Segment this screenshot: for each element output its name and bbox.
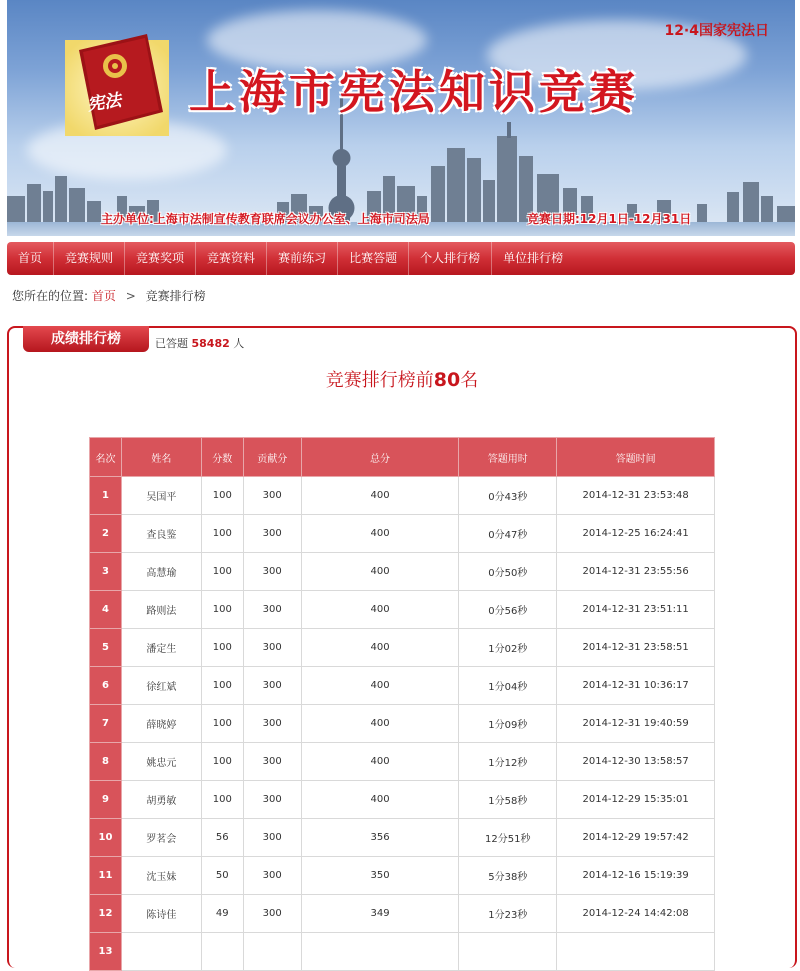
table-row	[90, 477, 715, 515]
answer-time-cell	[557, 933, 715, 971]
rank-cell: 12	[90, 895, 122, 933]
total-cell: 400	[301, 515, 459, 553]
total-cell: 350	[301, 857, 459, 895]
table-row	[90, 553, 715, 591]
table-row	[90, 895, 715, 933]
answer-time-cell: 2014-12-16 15:19:39	[557, 857, 715, 895]
nav-item-practice[interactable]: 赛前练习	[267, 242, 338, 275]
table-header-row	[90, 438, 715, 477]
name-cell: 高慧瑜	[121, 553, 201, 591]
time-used-cell: 0分50秒	[459, 553, 557, 591]
contribution-cell: 300	[243, 705, 301, 743]
name-cell: 罗茗会	[121, 819, 201, 857]
main-nav	[7, 242, 795, 275]
table-row	[90, 515, 715, 553]
score-cell: 100	[201, 629, 243, 667]
table-row	[90, 781, 715, 819]
score-cell: 100	[201, 591, 243, 629]
header-contribution: 贡献分	[243, 438, 301, 477]
breadcrumb-home-link[interactable]: 首页	[91, 289, 116, 303]
nav-item-home[interactable]: 首页	[7, 242, 54, 275]
ranking-table	[89, 437, 715, 971]
score-cell: 100	[201, 553, 243, 591]
answer-time-cell: 2014-12-31 23:58:51	[557, 629, 715, 667]
score-cell: 50	[201, 857, 243, 895]
name-cell: 姚忠元	[121, 743, 201, 781]
contribution-cell: 300	[243, 515, 301, 553]
answered-count: 58482	[191, 337, 230, 350]
table-row	[90, 667, 715, 705]
name-cell: 薛晓婷	[121, 705, 201, 743]
table-row	[90, 629, 715, 667]
breadcrumb-current: 竞赛排行榜	[145, 289, 206, 303]
total-cell: 400	[301, 705, 459, 743]
nav-item-unit-ranking[interactable]: 单位排行榜	[503, 251, 564, 265]
ranking-title-suffix: 名	[460, 370, 479, 391]
breadcrumb	[12, 287, 206, 304]
ranking-title-number: 80	[433, 369, 461, 391]
organizer-text: 主办单位:上海市法制宣传教育联席会议办公室、上海市司法局	[101, 212, 430, 226]
answer-time-cell: 2014-12-31 23:53:48	[557, 477, 715, 515]
score-cell: 100	[201, 743, 243, 781]
name-cell: 沈玉妹	[121, 857, 201, 895]
answer-time-cell: 2014-12-31 23:55:56	[557, 553, 715, 591]
name-cell: 路则法	[121, 591, 201, 629]
contribution-cell: 300	[243, 591, 301, 629]
total-cell: 400	[301, 629, 459, 667]
table-row	[90, 705, 715, 743]
rank-cell: 3	[90, 553, 122, 591]
contribution-cell: 300	[243, 781, 301, 819]
total-cell: 400	[301, 781, 459, 819]
breadcrumb-separator: >	[125, 289, 136, 303]
answer-time-cell: 2014-12-30 13:58:57	[557, 743, 715, 781]
table-row	[90, 819, 715, 857]
answer-time-cell: 2014-12-31 23:51:11	[557, 591, 715, 629]
rank-cell: 10	[90, 819, 122, 857]
time-used-cell: 5分38秒	[459, 857, 557, 895]
score-cell: 56	[201, 819, 243, 857]
ranking-table-title	[9, 366, 795, 392]
table-row	[90, 857, 715, 895]
header-rank: 名次	[90, 438, 122, 477]
ranking-panel-tab: 成绩排行榜	[23, 326, 149, 352]
competition-date-text: 竞赛日期:12月1日-12月31日	[527, 212, 692, 226]
answered-suffix: 人	[233, 337, 245, 350]
header-banner	[7, 0, 795, 236]
contribution-cell: 300	[243, 743, 301, 781]
ranking-panel	[7, 326, 797, 968]
contribution-cell: 300	[243, 553, 301, 591]
total-cell: 349	[301, 895, 459, 933]
time-used-cell: 0分47秒	[459, 515, 557, 553]
header-score: 分数	[201, 438, 243, 477]
contribution-cell: 300	[243, 819, 301, 857]
total-cell: 400	[301, 743, 459, 781]
contribution-cell: 300	[243, 629, 301, 667]
header-answer-time: 答题时间	[557, 438, 715, 477]
nav-item-prizes[interactable]: 竞赛奖项	[125, 242, 196, 275]
answer-time-cell: 2014-12-29 15:35:01	[557, 781, 715, 819]
score-cell: 49	[201, 895, 243, 933]
contribution-cell: 300	[243, 667, 301, 705]
rank-cell: 11	[90, 857, 122, 895]
rank-cell: 9	[90, 781, 122, 819]
time-used-cell: 0分43秒	[459, 477, 557, 515]
total-cell	[301, 933, 459, 971]
total-cell: 400	[301, 477, 459, 515]
time-used-cell: 1分09秒	[459, 705, 557, 743]
score-cell: 100	[201, 477, 243, 515]
time-used-cell: 1分58秒	[459, 781, 557, 819]
total-cell: 400	[301, 667, 459, 705]
answered-count-text	[155, 335, 244, 351]
rank-cell: 2	[90, 515, 122, 553]
name-cell: 徐红斌	[121, 667, 201, 705]
table-row	[90, 591, 715, 629]
constitution-day-label: 12·4国家宪法日	[664, 23, 769, 39]
time-used-cell: 1分23秒	[459, 895, 557, 933]
name-cell	[121, 933, 201, 971]
rank-cell: 6	[90, 667, 122, 705]
rank-cell: 8	[90, 743, 122, 781]
site-title: 上海市宪法知识竞赛	[189, 65, 639, 119]
header-total: 总分	[301, 438, 459, 477]
total-cell: 356	[301, 819, 459, 857]
score-cell: 100	[201, 705, 243, 743]
header-time-used: 答题用时	[459, 438, 557, 477]
rank-cell: 13	[90, 933, 122, 971]
name-cell: 潘定生	[121, 629, 201, 667]
time-used-cell: 1分04秒	[459, 667, 557, 705]
contribution-cell: 300	[243, 857, 301, 895]
score-cell: 100	[201, 515, 243, 553]
ranking-title-prefix: 竞赛排行榜前	[325, 370, 434, 391]
contribution-cell	[243, 933, 301, 971]
score-cell: 100	[201, 781, 243, 819]
rank-cell: 1	[90, 477, 122, 515]
contribution-cell: 300	[243, 477, 301, 515]
time-used-cell: 12分51秒	[459, 819, 557, 857]
answer-time-cell: 2014-12-25 16:24:41	[557, 515, 715, 553]
nav-item-rules[interactable]: 竞赛规则	[54, 242, 125, 275]
constitution-book-label: 宪法	[86, 90, 123, 116]
answer-time-cell: 2014-12-31 10:36:17	[557, 667, 715, 705]
name-cell: 胡勇敏	[121, 781, 201, 819]
nav-item-materials[interactable]: 竞赛资料	[196, 242, 267, 275]
name-cell: 吴国平	[121, 477, 201, 515]
total-cell: 400	[301, 553, 459, 591]
header-name: 姓名	[121, 438, 201, 477]
rank-cell: 5	[90, 629, 122, 667]
ranking-table-body	[90, 477, 715, 971]
name-cell: 查良鉴	[121, 515, 201, 553]
constitution-book-icon	[65, 30, 173, 136]
time-used-cell: 1分12秒	[459, 743, 557, 781]
score-cell	[201, 933, 243, 971]
nav-item-personal-ranking[interactable]: 个人排行榜	[409, 242, 492, 275]
answer-time-cell: 2014-12-24 14:42:08	[557, 895, 715, 933]
answered-prefix: 已答题	[155, 337, 188, 350]
time-used-cell	[459, 933, 557, 971]
contribution-cell: 300	[243, 895, 301, 933]
answer-time-cell: 2014-12-31 19:40:59	[557, 705, 715, 743]
score-cell: 100	[201, 667, 243, 705]
name-cell: 陈诗佳	[121, 895, 201, 933]
rank-cell: 7	[90, 705, 122, 743]
answer-time-cell: 2014-12-29 19:57:42	[557, 819, 715, 857]
table-row	[90, 933, 715, 971]
time-used-cell: 1分02秒	[459, 629, 557, 667]
breadcrumb-prefix: 您所在的位置:	[12, 289, 89, 303]
nav-item-contest[interactable]: 比赛答题	[338, 242, 409, 275]
rank-cell: 4	[90, 591, 122, 629]
total-cell: 400	[301, 591, 459, 629]
time-used-cell: 0分56秒	[459, 591, 557, 629]
table-row	[90, 743, 715, 781]
